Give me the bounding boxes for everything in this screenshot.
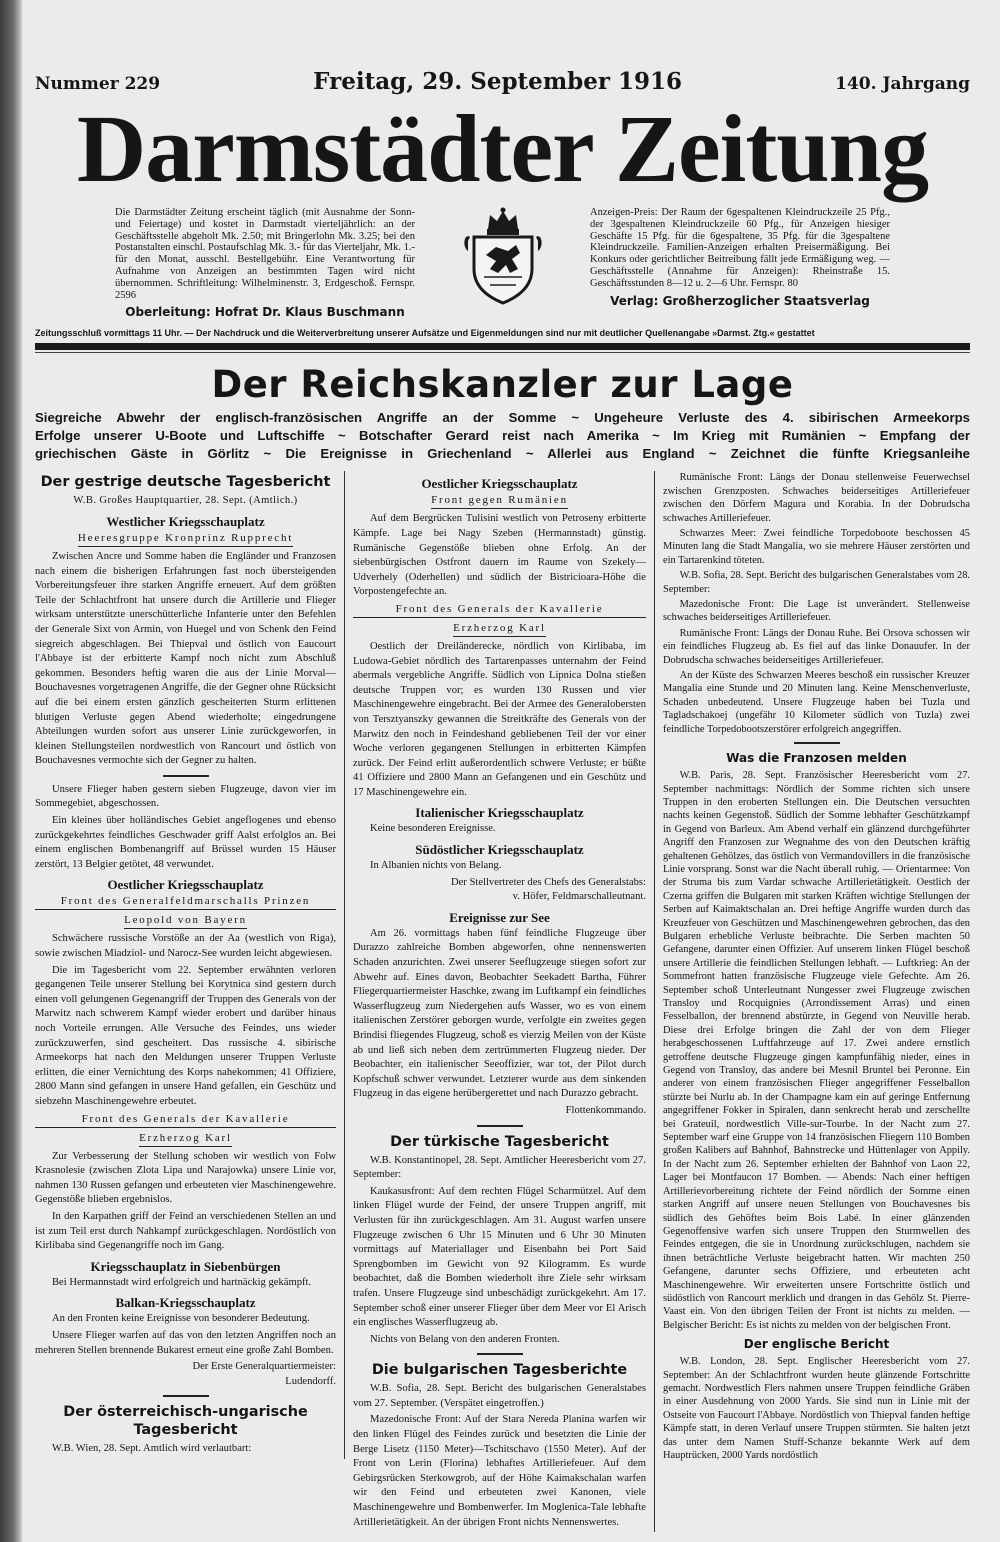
- issue-date: Freitag, 29. September 1916: [313, 68, 683, 95]
- article-paragraph: In Albanien nichts von Belang.: [369, 860, 502, 872]
- masthead-thin-rule: [35, 352, 970, 353]
- article-paragraph: Die im Tagesbericht vom 22. September erwähnten verloren gegangenen Teile unserer Stellung bei Korytnica sind gestern durch einen voll gelungenen Gegenangriff der Truppen des Generals von der Marwitz nach schwerem Kampf wieder erobert und darüber hinaus noch Vorteile errungen. Alle Versuche des Feindes, uns wieder zurückzuwerfen, sind gescheitert. Das russische 4. sibirische Armeekorps hat nach den Meldungen unserer Truppen Verluste erlitten, die einer Vernichtung des Korps nahekommen; 41 Offiziere, 2800 Mann sind gefangen in unsere Hand gefallen, ein Geschütz und siebzehn Maschinengewehre erbeutet.: [35, 964, 336, 1107]
- article-paragraph: W.B. Konstantinopel, 28. Sept. Amtlicher Heeresbericht vom 27. September:: [353, 1154, 646, 1181]
- main-headline: Der Reichskanzler zur Lage: [211, 363, 794, 407]
- article-paragraph: Mazedonische Front: Die Lage ist unverändert. Stellenweise schwaches beiderseitiges Artilleriefeuer.: [663, 599, 970, 624]
- sub-headline-line: Erfolge unserer U-Boote und Luftschiffe ~ Botschafter Gerard reist nach Amerika ~ Im Krieg mit Rumänien ~ Empfang der: [35, 428, 970, 444]
- masthead-topline: [35, 68, 970, 95]
- subscription-info: Die Darmstädter Zeitung erscheint täglich (mit Ausnahme der Sonn- und Feiertage) und kostet in Darmstadt vierteljährlich: an der Geschäftsstelle abgeholt Mk. 2.50; mit Bringerlohn Mk. 3.25; bei den Postanstalten einschl. Postaufschlag Mk. 3.- für das Vierteljahr, Mk. 1.- für den Monat, ausschl. Bestellgebühr. Eine Verantwortung für Aufnahme von Anzeigen an bestimmten Tagen wird nicht übernommen. Schriftleitung: Wilhelminenstr. 3, Erdgeschoß. Fernspr. 2596: [115, 207, 415, 301]
- subsection-heading: Ereignisse zur See: [449, 909, 550, 925]
- subscription-box: [115, 207, 415, 319]
- advertising-info: Anzeigen-Preis: Der Raum der 6gespaltenen Kleindruckzeile 25 Pfg., der 3gespaltenen Kleindruckzeile 60 Pfg., für Anzeigen hiesiger Geschäfte 15 Pfg. für die 6gespaltene, 35 Pfg. für die 3gespaltene Kleindruckzeile. Familien-Anzeigen erhalten Preisermäßigung. Bei Konkurs oder gerichtlicher Beitreibung fällt jede Ermäßigung weg. — Geschäftsstelle (Annahme für Anzeigen): Rheinstraße 15. Geschäftsstunden 8—12 u. 2—6 Uhr. Fernspr. 80: [590, 207, 890, 289]
- article-paragraph: Mazedonische Front: Auf der Stara Nereda Planina warfen wir den linken Flügel des Feindes zurück und besetzten die Linie der Berge Lisetz (1150 Meter)—Tschitschavo (1550 Meter). Auf der Front von Lerin (Florina) lebhaftes Artilleriefeuer. Auf dem Gebirgsrücken Sterkowgrob, auf der Höhe Kaimakschalan warfen wir den Feind und erbeuteten zwei Kanonen, viele Maschinengewehre und Bombenwerfer. Im Moglenica-Tale lebhafte Artillerietätigkeit. An der übrigen Front nichts Nennenswertes.: [353, 1414, 646, 1528]
- masthead-rule: [35, 343, 970, 350]
- article-paragraph: Kaukasusfront: Auf dem rechten Flügel Scharmützel. Auf dem linken Flügel wurde der Feind, der unsere Truppen angriff, mit Verlusten für ihn zurückgeschlagen. Am 31. August warfen unsere Flugzeuge zwischen 6 Uhr 15 Minuten und 6 Uhr 30 Minuten vormittags auf Materiallager und Eisenbahn bei Port Said Sprengbomben im Gewicht von 92 Kilogramm. Es wurde beobachtet, daß die Bomben wiederholt ihre Ziele sehr wirksam trafen. Unsere Flugzeuge sind unbeschädigt zurückgekehrt. Am 17. September schoß einer unserer Flieger über dem Meer vor El Arisch ein englisches Wasserflugzeug ab.: [353, 1185, 646, 1329]
- article-paragraph: Rumänische Front: Längs der Donau stellenweise Feuerwechsel zwischen Grenzposten. Schwaches beiderseitiges Artilleriefeuer zwischen den Dörfern Magura und Korabia. In der Dobrudscha schwaches Artilleriefeuer.: [663, 472, 970, 524]
- subsection-heading: Oestlicher Kriegsschauplatz: [107, 877, 264, 893]
- signature: Der Stellvertreter des Chefs des Generalstabs:: [450, 876, 646, 888]
- article-paragraph: W.B. Sofia, 28. Sept. Bericht des bulgarischen Generalstabes vom 27. September. (Verspätet eingetroffen.): [353, 1383, 646, 1409]
- article-paragraph: Oestlich der Dreiländerecke, nördlich von Kirlibaba, im Ludowa-Gebiet nördlich des Tartarenpasses unternahm der Feind abermals vergebliche Angriffe. Südlich von Lipnica Dolna stießen deutsche Truppen vor; es wurden 130 Russen und vier Maschinengewehre eingebracht. Bei der Armee des Generalobersten von Tersztyanszky gewannen die Streitkräfte des Generals von der Marwitz den noch in Feindeshand gebliebenen Teil der vor einer Woche verloren gegangenen Stellungen in erbitterten Kämpfen zurück. Der Feind erlitt außerordentlich schwere Verluste; er büßte 41 Offiziere und 2800 Mann an Gefangenen und ein Geschütz und 17 Maschinengewehre ein.: [353, 640, 646, 798]
- front-subheading: Heeresgruppe Kronprinz Rupprecht: [78, 531, 293, 547]
- column-2: [345, 471, 655, 1532]
- subsection-heading: Italienischer Kriegsschauplatz: [415, 805, 584, 821]
- article-paragraph: Ein kleines über holländisches Gebiet angeflogenes und ebenso zurückgekehrtes feindliches Geschwader griff Aalst erfolglos an. Bei einem englischen Bombenangriff auf Brüssel wurden 15 Häuser zerstört, 13 Belgier getötet, 48 verwundet.: [35, 815, 336, 870]
- newspaper-page: [35, 0, 970, 1542]
- signature: Ludendorff.: [285, 1375, 336, 1387]
- separator-rule: [477, 1353, 523, 1355]
- article-paragraph: In den Karpathen griff der Feind an verschiedenen Stellen an und ist zum Teil erst durch Nahkampf zurückgeschlagen. Nordöstlich von Kirlibaba sind Gegenangriffe noch im Gang.: [35, 1210, 336, 1252]
- column-3: [655, 471, 970, 1464]
- signature: Flottenkommando.: [565, 1104, 646, 1116]
- coat-of-arms-icon: [460, 207, 546, 305]
- separator-rule: [163, 775, 209, 777]
- article-paragraph: W.B. Sofia, 28. Sept. Bericht des bulgarischen Generalstabes vom 28. September:: [663, 570, 970, 595]
- article-paragraph: Schwarzes Meer: Zwei feindliche Torpedoboote beschossen 45 Minuten lang die Stadt Mangalia, wo sie mehrere Häuser zerstörten und ein Tartarenkind töteten.: [663, 528, 970, 566]
- article-paragraph: W.B. Wien, 28. Sept. Amtlich wird verlautbart:: [51, 1443, 252, 1455]
- article-paragraph: Schwächere russische Vorstöße an der Aa (westlich von Riga), sowie zwischen Miadziol- und Narocz-See wurden leicht abgewiesen.: [35, 933, 336, 960]
- article-paragraph: Nichts von Belang von den anderen Fronten.: [369, 1333, 560, 1345]
- article-paragraph: Zwischen Ancre und Somme haben die Engländer und Franzosen nach einem die bisherigen Erfahrungen fast noch übersteigenden Vorbereitungsfeuer ihre starken Angriffe erneuert. Auf dem größten Teile der Schlachtfront hat unsere durch die Artillerie und Flieger wirksam unterstützte unerschütterliche Infanterie unter den Befehlen der Generale Sixt von Armin, von Huegel und von Schenk den Feind siegreich abgeschlagen. Bei Thiepval und östlich von Eaucourt l'Abbaye ist der erbitterte Kampf noch nicht zum Abschluß gekommen. Besonders heftig waren die aus der Linie Morval—Bouchavesnes vorgetragenen Angriffe, die der Gegner ohne Rücksicht auf die bei einem ersten gänzlich gescheiterten Sturm erlittenen blutigen Verluste gegen Abend wiederholte; eingedrungene Abteilungen wurden sofort aus unserer Linie zurückgeworfen, in kleinen Stellungsteilen nordwestlich von Rancourt und östlich von Bouchavesnes vermochte sich der Gegner zu halten.: [35, 550, 336, 767]
- article-paragraph: Auf dem Bergrücken Tulisini westlich von Petroseny erbitterte Kämpfe. Lage bei Nagy Szeben (Hermannstadt) günstig. Rumänische Gegenstöße blieben ohne Erfolg. An der siebenbürgischen Ostfront dauern im Raume von Szekely—Udverhely (Oderhellen) und südlich der Bistricioara-Höhe die Vorpostengefechte an.: [353, 513, 646, 598]
- separator-rule: [794, 742, 840, 744]
- article-paragraph: An der Küste des Schwarzen Meeres beschoß ein russischer Kreuzer Mangalia eine Stunde und 20 Minuten lang. Keine Menschenverluste, Schaden unbedeutend. Unsere Flugzeuge haben bei Tuzla und Tagladschakoej (ungefähr 10 Kilometer südlich von Tuzla) zwei feindliche Torpedobootszerstörer erfolgreich angegriffen.: [663, 670, 970, 735]
- article-paragraph: Unsere Flieger warfen auf das von den letzten Angriffen noch an mehreren Stellen brennende Bukarest erneut eine große Zahl Bomben.: [35, 1329, 336, 1356]
- subsection-heading: Balkan-Kriegsschauplatz: [115, 1295, 256, 1311]
- article-paragraph: Am 26. vormittags haben fünf feindliche Flugzeuge über Durazzo zahlreiche Bomben abgeworfen, ohne nennenswerten Schaden anzurichten. Zwei unserer Seeflugzeuge stiegen sofort zur Abwehr auf. Eines davon, Beobachter Seekadett Bartha, Führer Fliegerquartiermeister Haschke, zwang im Luftkampf ein feindliches Wasserflugzeug zum Niedergehen aufs Wasser, wo es von einem italienischen Zerstörer geborgen wurde, verfolgte ein zweites gegen Brindisi fliegendes Flugzeug, schoß es vierzig Meilen von der Küste ab und ließ sich neben dem zertrümmerten Flugzeug nieder. Der Beobachter, ein italienischer Seeoffizier, war tot, der Pilot durch Kopfschuß schwer verwundet. Letzterer wurde aus dem sinkenden Flugzeug in das eigene herübergerettet und nach Durazzo gebracht.: [353, 927, 646, 1100]
- front-subheading: Front gegen Rumänien: [431, 493, 568, 509]
- section-heading: Der österreichisch-ungarische Tagesbericht: [63, 1404, 308, 1439]
- sub-headline: [35, 409, 970, 463]
- front-subheading: Erzherzog Karl: [453, 621, 546, 637]
- separator-rule: [477, 1125, 523, 1127]
- section-heading: Der englische Bericht: [743, 1337, 890, 1352]
- editor-line: Oberleitung: Hofrat Dr. Klaus Buschmann: [125, 305, 405, 320]
- scan-edge: [0, 0, 22, 1542]
- volume-number: 140. Jahrgang: [835, 74, 970, 94]
- article-paragraph: Keine besonderen Ereignisse.: [369, 823, 496, 835]
- article-paragraph: W.B. Paris, 28. Sept. Französischer Heeresbericht vom 27. September nachmittags: Nördlich der Somme richten sich unsere Truppen in den eroberten Stellungen ein. Die Deutschen versuchten nachts keinen Gegenstoß. Südlich der Somme lebhafter Geschützkampf in Gegend von Barleux. Am Abend verhalf ein glänzend durchgeführter Angriff den Franzosen zur Wegnahme des von den Deutschen kräftig gehaltenen Gehölzes, das östlich von Vermandovillers in die französische Linie vorsprang. Sonst war die Nacht überall ruhig. — Orientarmee: Von der Struma bis zum Vardar schwache Artillerietätigkeit. Oestlich der Czerna griffen die Bulgaren mit starken Kräften wichtige Stellungen der Serben auf Kaimaktschalan an. Drei heftige Angriffe wurden durch das Kreuzfeuer von Geschützen und Maschinengewehren gebrochen, das den Bulgaren erhebliche Verluste beibrachte. Die Serben machten 50 Gefangene, darunter einen Offizier. Auf unserem linken Flügel beschoß unsere Artillerie die feindlichen Stellungen lebhaft. — Luftkrieg: An der Sommefront hatten französische Flugzeuge viele Gefechte. Am 26. September schoß Unterleutnant Nungesser zwei Flugzeuge zwischen Transloy und Rocquignies (Arrondissement Arras) und einen Fesselballon, der brennend abstürzte, in Gegend von Neuville herab. Diese drei Erfolge bringen die Zahl der von dem Flieger herabgeschossenen Luftfahrzeuge auf 17. Zwei andere ernstlich getroffene deutsche Flugzeuge gingen kampfunfähig nieder, eines in Gegend von Transloy, das andere bei Mesnil Bruntel bei Peronne. Ein anderer von einem französischen Flieger angegriffener Fesselballon stürzte bei Nurlu ab. In der Champagne kam ein auf geringe Entfernung angegriffener Fokker in Spiralen, dann senkrecht herab und zerschellte bei Grateuil, nordwestlich Ville-sur-Tourbe. In der Nacht zum 27. September warf eine Gruppe von 14 französischen Fliegern 110 Bomben großen Kalibers auf Bahnhof, Bahnstrecke und Hüttenlager von Appily. In der Nacht zum 26. September erhielten der Bahnhof von Laon 22, Lager bei Montfaucon 17 Bomben. — Abends: Nach einer heftigen Artillerievorbereitung richtete der Feind nördlich der Somme einen starken Angriff auf unsere neuen Stellungen von Bouchavesnes bis südlich des Gehöftes beim Bois Labé. In einer glänzenden Gegenoffensive warfen sich unsere Truppen den Sturmwellen des Feindes entgegen, die sie in Unordnung zurückschlugen, nachdem sie ihnen beträchtliche Verluste beigebracht hatten. Wir machten 250 Gefangene, darunter sechs Offiziere, und erbeuteten acht Maschinengewehre. Wir erweiterten unsere Fortschritte östlich und südöstlich von Rancourt merklich und drangen in das Gehölz St. Pierre-Vaast ein. Von den übrigen Teilen der Front ist nichts zu melden. — Belgischer Bericht: Es ist nichts zu melden von der belgischen Front.: [663, 770, 970, 1331]
- article-paragraph: W.B. London, 28. Sept. Englischer Heeresbericht vom 27. September: An der Schlachtfront wurden heute glänzende Fortschritte gemacht. Nordwestlich Flers nahmen unsere Truppen feindliche Gräben in einer Ausdehnung von 2000 Yards. Sie sind nun in Linie mit der Ostseite von Faucourt l'Abbaye. Nordöstlich von Thiepval fanden heftige Kämpfe statt, in deren Verlauf unsere Truppen stürmten. Sie halten jetzt das unter dem Namen Stuff-Schanze bekannte Werk auf dem Hauptrücken, 2000 Yards nordöstlich: [663, 1356, 970, 1461]
- article-paragraph: Bei Hermannstadt wird erfolgreich und hartnäckig gekämpft.: [51, 1276, 312, 1288]
- subsection-heading: Oestlicher Kriegsschauplatz: [421, 476, 578, 492]
- masthead-info-row: [35, 207, 970, 319]
- sub-headline-line: griechischen Gäste in Görlitz ~ Die Ereignisse in Griechenland ~ Allerlei aus England ~ Zeichnet die fünfte Kriegsanleihe: [35, 446, 970, 462]
- front-heading: Front des Generals der Kavallerie: [35, 1112, 336, 1128]
- article-paragraph: Zur Verbesserung der Stellung schoben wir westlich von Folw Krasnolesie (zwischen Zlota Lipa und Narajowka) unsere Linie vor, nahmen 130 Russen gefangen und erbeuteten vier Maschinengewehre. Gegenstöße blieben ergebnislos.: [35, 1150, 336, 1206]
- sub-headline-line: Siegreiche Abwehr der englisch-französischen Angriffe an der Somme ~ Ungeheure Verluste des 4. sibirischen Armeekorps: [35, 410, 970, 426]
- front-heading: Front des Generals der Kavallerie: [353, 602, 646, 618]
- news-columns: [35, 471, 970, 1532]
- section-heading: Der türkische Tagesbericht: [390, 1133, 609, 1150]
- subsection-heading: Westlicher Kriegsschauplatz: [106, 513, 265, 529]
- section-heading: Was die Franzosen melden: [726, 751, 907, 766]
- article-paragraph: An den Fronten keine Ereignisse von besonderer Bedeutung.: [51, 1313, 310, 1325]
- signature: v. Höfer, Feldmarschalleutnant.: [512, 891, 646, 903]
- subsection-heading: Südöstlicher Kriegsschauplatz: [415, 842, 584, 858]
- subsection-heading: Kriegsschauplatz in Siebenbürgen: [90, 1258, 281, 1274]
- separator-rule: [163, 1395, 209, 1397]
- advertising-box: [590, 207, 890, 308]
- dateline: W.B. Großes Hauptquartier, 28. Sept. (Amtlich.): [73, 495, 298, 507]
- section-heading: Der gestrige deutsche Tagesbericht: [40, 474, 331, 491]
- copyright-notice: Zeitungsschluß vormittags 11 Uhr. — Der Nachdruck und die Weiterverbreitung unserer Aufsätze und Eigenmeldungen sind nur mit deutlicher Quellenangabe »Darmst. Ztg.« gestattet: [35, 328, 815, 339]
- front-subheading: Leopold von Bayern: [124, 913, 247, 929]
- newspaper-title: Darmstädter Zeitung: [76, 95, 929, 202]
- front-subheading: Erzherzog Karl: [139, 1131, 232, 1147]
- column-1: [35, 471, 345, 1459]
- section-heading: Die bulgarischen Tagesberichte: [371, 1362, 628, 1379]
- article-paragraph: Rumänische Front: Längs der Donau Ruhe. Bei Orsova schossen wir ein feindliches Flugzeug ab. Es fiel auf das linke Donauufer. In der Dobrudscha schwaches beiderseitiges Artilleriefeuer.: [663, 627, 970, 666]
- front-heading: Front des Generalfeldmarschalls Prinzen: [35, 894, 336, 910]
- issue-number: Nummer 229: [35, 74, 161, 94]
- article-paragraph: Unsere Flieger haben gestern sieben Flugzeuge, davon vier im Sommegebiet, abgeschossen.: [35, 783, 336, 810]
- signature: Der Erste Generalquartiermeister:: [192, 1361, 336, 1373]
- publisher-line: Verlag: Großherzoglicher Staatsverlag: [610, 293, 870, 308]
